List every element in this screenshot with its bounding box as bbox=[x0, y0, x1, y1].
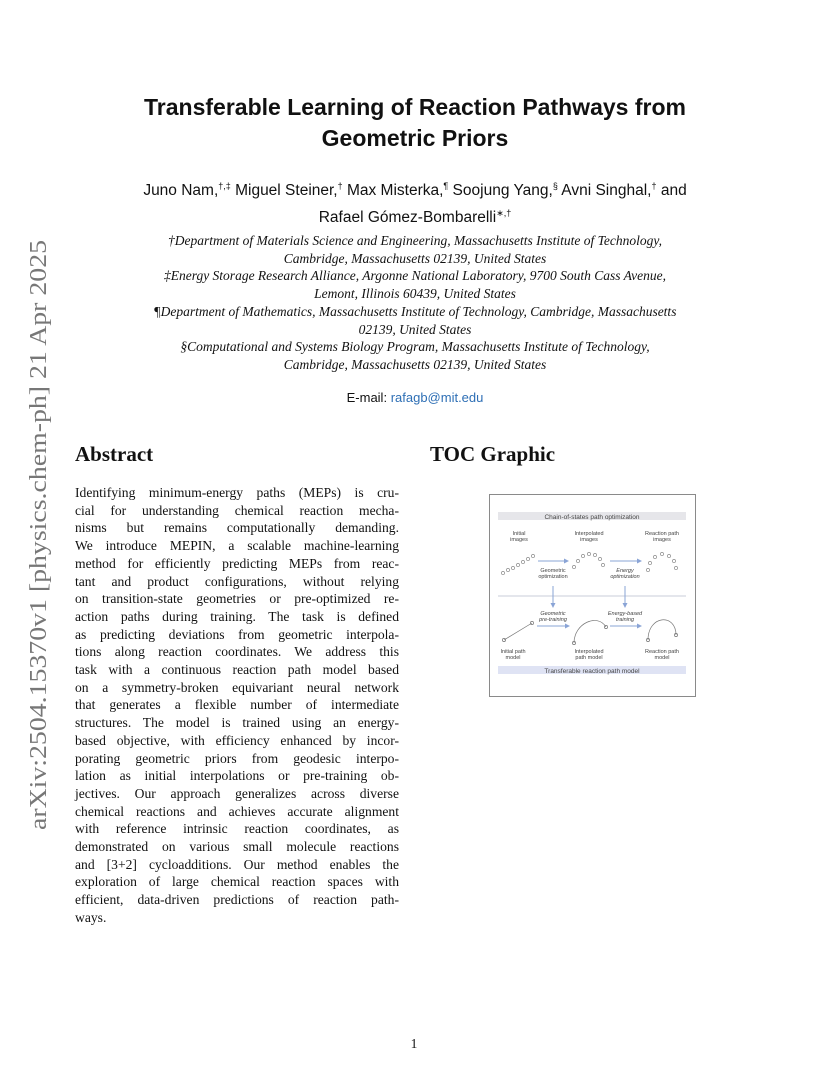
contact-email bbox=[100, 390, 730, 405]
abstract-line: jectives. Our approach generalizes across diverse bbox=[75, 785, 399, 801]
toc-interpolated-image-dots bbox=[572, 552, 604, 568]
abstract-heading: Abstract bbox=[75, 442, 154, 466]
toc-heading: TOC Graphic bbox=[430, 442, 556, 466]
arxiv-stamp-text: arXiv:2504.15370v1 [physics.chem-ph] 21 Apr 2025 bbox=[25, 310, 52, 830]
abstract-line: tant and product configurations, without relying bbox=[75, 573, 399, 589]
abstract-line: nisms but remains computationally demanding. bbox=[75, 520, 399, 536]
abstract-line: Identifying minimum-energy paths (MEPs) is cru- bbox=[75, 485, 399, 500]
toc-bottom-banner-label: Transferable reaction path model bbox=[544, 668, 640, 675]
affiliation-line: †Department of Materials Science and Engineering, Massachusetts Institute of Technology, bbox=[167, 233, 663, 248]
author-name: Avni Singhal, bbox=[557, 182, 652, 200]
toc-label-geometric-pretraining: Geometric pre-training bbox=[539, 611, 567, 623]
abstract-line: lation as initial interpolations or pre-training ob- bbox=[75, 768, 399, 784]
author-and: and bbox=[656, 182, 687, 200]
toc-arrowhead bbox=[637, 559, 642, 564]
email-label: E-mail: bbox=[346, 390, 388, 405]
abstract-line: action paths during training. The task is defined bbox=[75, 608, 399, 624]
author-affil-mark: ∗,† bbox=[496, 208, 512, 219]
author-line-2 bbox=[100, 202, 730, 229]
toc-label-initial-images: Initial images bbox=[510, 531, 528, 543]
title-line-1: Transferable Learning of Reaction Pathways from bbox=[144, 94, 686, 120]
abstract-line: efficient, data-driven predictions of reaction path- bbox=[75, 892, 399, 908]
toc-arrowhead bbox=[551, 603, 556, 608]
toc-label-reaction-path-images: Reaction path images bbox=[645, 531, 679, 543]
toc-label-initial-path-model: Initial path model bbox=[500, 649, 526, 661]
paper-title bbox=[100, 92, 730, 154]
abstract-line: that generates a flexible number of intermediate bbox=[75, 697, 399, 713]
author-list bbox=[100, 175, 730, 229]
toc-label-energy-optimization: Energy optimization bbox=[610, 568, 640, 580]
author-affil-mark: § bbox=[552, 181, 558, 191]
affiliation-line: ‡Energy Storage Research Alliance, Argonne National Laboratory, 9700 South Cass Avenue, bbox=[163, 268, 667, 284]
toc-arrowhead bbox=[564, 559, 569, 564]
abstract-line: method for efficiently predicting MEPs from reac- bbox=[75, 555, 399, 571]
author-name: Juno Nam, bbox=[143, 182, 219, 200]
toc-label-interpolated-path-model: Interpolated path model bbox=[574, 649, 604, 661]
affiliations bbox=[80, 232, 750, 374]
toc-interpolated-path-model bbox=[572, 620, 607, 644]
abstract-line: chemical reactions and achieves accurate alignment bbox=[75, 803, 399, 819]
toc-reaction-path-model bbox=[646, 620, 677, 642]
abstract-line: task with a continuous reaction path model based bbox=[75, 662, 399, 678]
abstract-line: based objective, with efficiency enhanced by incor- bbox=[75, 732, 399, 748]
toc-initial-path-model bbox=[502, 621, 533, 641]
abstract-line: structures. The model is trained using an energy- bbox=[75, 715, 399, 731]
author-affil-mark: †,‡ bbox=[218, 181, 231, 191]
author-name: Max Misterka, bbox=[342, 182, 444, 200]
toc-initial-image-dots bbox=[501, 554, 534, 574]
toc-label-geometric-optimization: Geometric optimization bbox=[538, 568, 568, 580]
toc-arrowhead bbox=[565, 624, 570, 629]
abstract-line: cial for understanding chemical reaction mecha- bbox=[75, 502, 399, 518]
abstract-line: as predicting deviations from geometric interpola- bbox=[75, 626, 399, 642]
author-affil-mark: † bbox=[337, 181, 343, 191]
abstract-line: exploration of large chemical reaction spaces with bbox=[75, 874, 399, 890]
toc-top-banner-label: Chain-of-states path optimization bbox=[544, 514, 640, 521]
author-line-1 bbox=[100, 175, 730, 202]
abstract-line: demonstrated on various small molecule reactions bbox=[75, 839, 399, 855]
author-affil-mark: † bbox=[651, 181, 657, 191]
affiliation-line: §Computational and Systems Biology Program, Massachusetts Institute of Technology, bbox=[180, 339, 650, 355]
affiliation-line: Lemont, Illinois 60439, United States bbox=[314, 286, 516, 302]
author-name: Miguel Steiner, bbox=[230, 182, 338, 200]
toc-label-energy-based-training: Energy-based training bbox=[607, 611, 643, 623]
toc-label-interpolated-images: Interpolated images bbox=[574, 531, 604, 543]
toc-arrowhead bbox=[637, 624, 642, 629]
abstract-line: with reference intrinsic reaction coordinates, as bbox=[75, 821, 399, 837]
abstract-line: and [3+2] cycloadditions. Our method enables the bbox=[75, 856, 399, 872]
affiliation-line: Cambridge, Massachusetts 02139, United States bbox=[283, 250, 547, 266]
abstract-line: tions along reaction coordinates. We address this bbox=[75, 644, 399, 660]
affiliation-line: Cambridge, Massachusetts 02139, United States bbox=[283, 356, 547, 372]
toc-reaction-path-image-dots bbox=[646, 552, 677, 571]
abstract-line: We introduce MEPIN, a scalable machine-learning bbox=[75, 538, 399, 554]
abstract-line: porating geometric priors from geodesic interpo- bbox=[75, 750, 399, 766]
email-link[interactable]: rafagb@mit.edu bbox=[390, 390, 484, 405]
affiliation-line: ¶Department of Mathematics, Massachusetts Institute of Technology, Cambridge, Massachusetts bbox=[153, 303, 677, 319]
abstract-line: on a symmetry-broken equivariant neural network bbox=[75, 679, 399, 695]
author-name: Rafael Gómez-Bombarelli bbox=[318, 209, 497, 227]
toc-graphic bbox=[489, 494, 696, 697]
author-name: Soojung Yang, bbox=[448, 182, 553, 200]
abstract-line: on transition-state geometries or pre-optimized re- bbox=[75, 591, 399, 607]
abstract-body bbox=[75, 484, 399, 927]
arxiv-stamp bbox=[18, 240, 58, 830]
affiliation-line: 02139, United States bbox=[358, 321, 472, 337]
page-number: 1 bbox=[410, 1036, 418, 1051]
toc-arrowhead bbox=[623, 603, 628, 608]
toc-label-reaction-path-model: Reaction path model bbox=[645, 649, 679, 661]
author-affil-mark: ¶ bbox=[443, 181, 449, 191]
title-line-2: Geometric Priors bbox=[321, 125, 509, 151]
abstract-line: ways. bbox=[75, 909, 107, 925]
